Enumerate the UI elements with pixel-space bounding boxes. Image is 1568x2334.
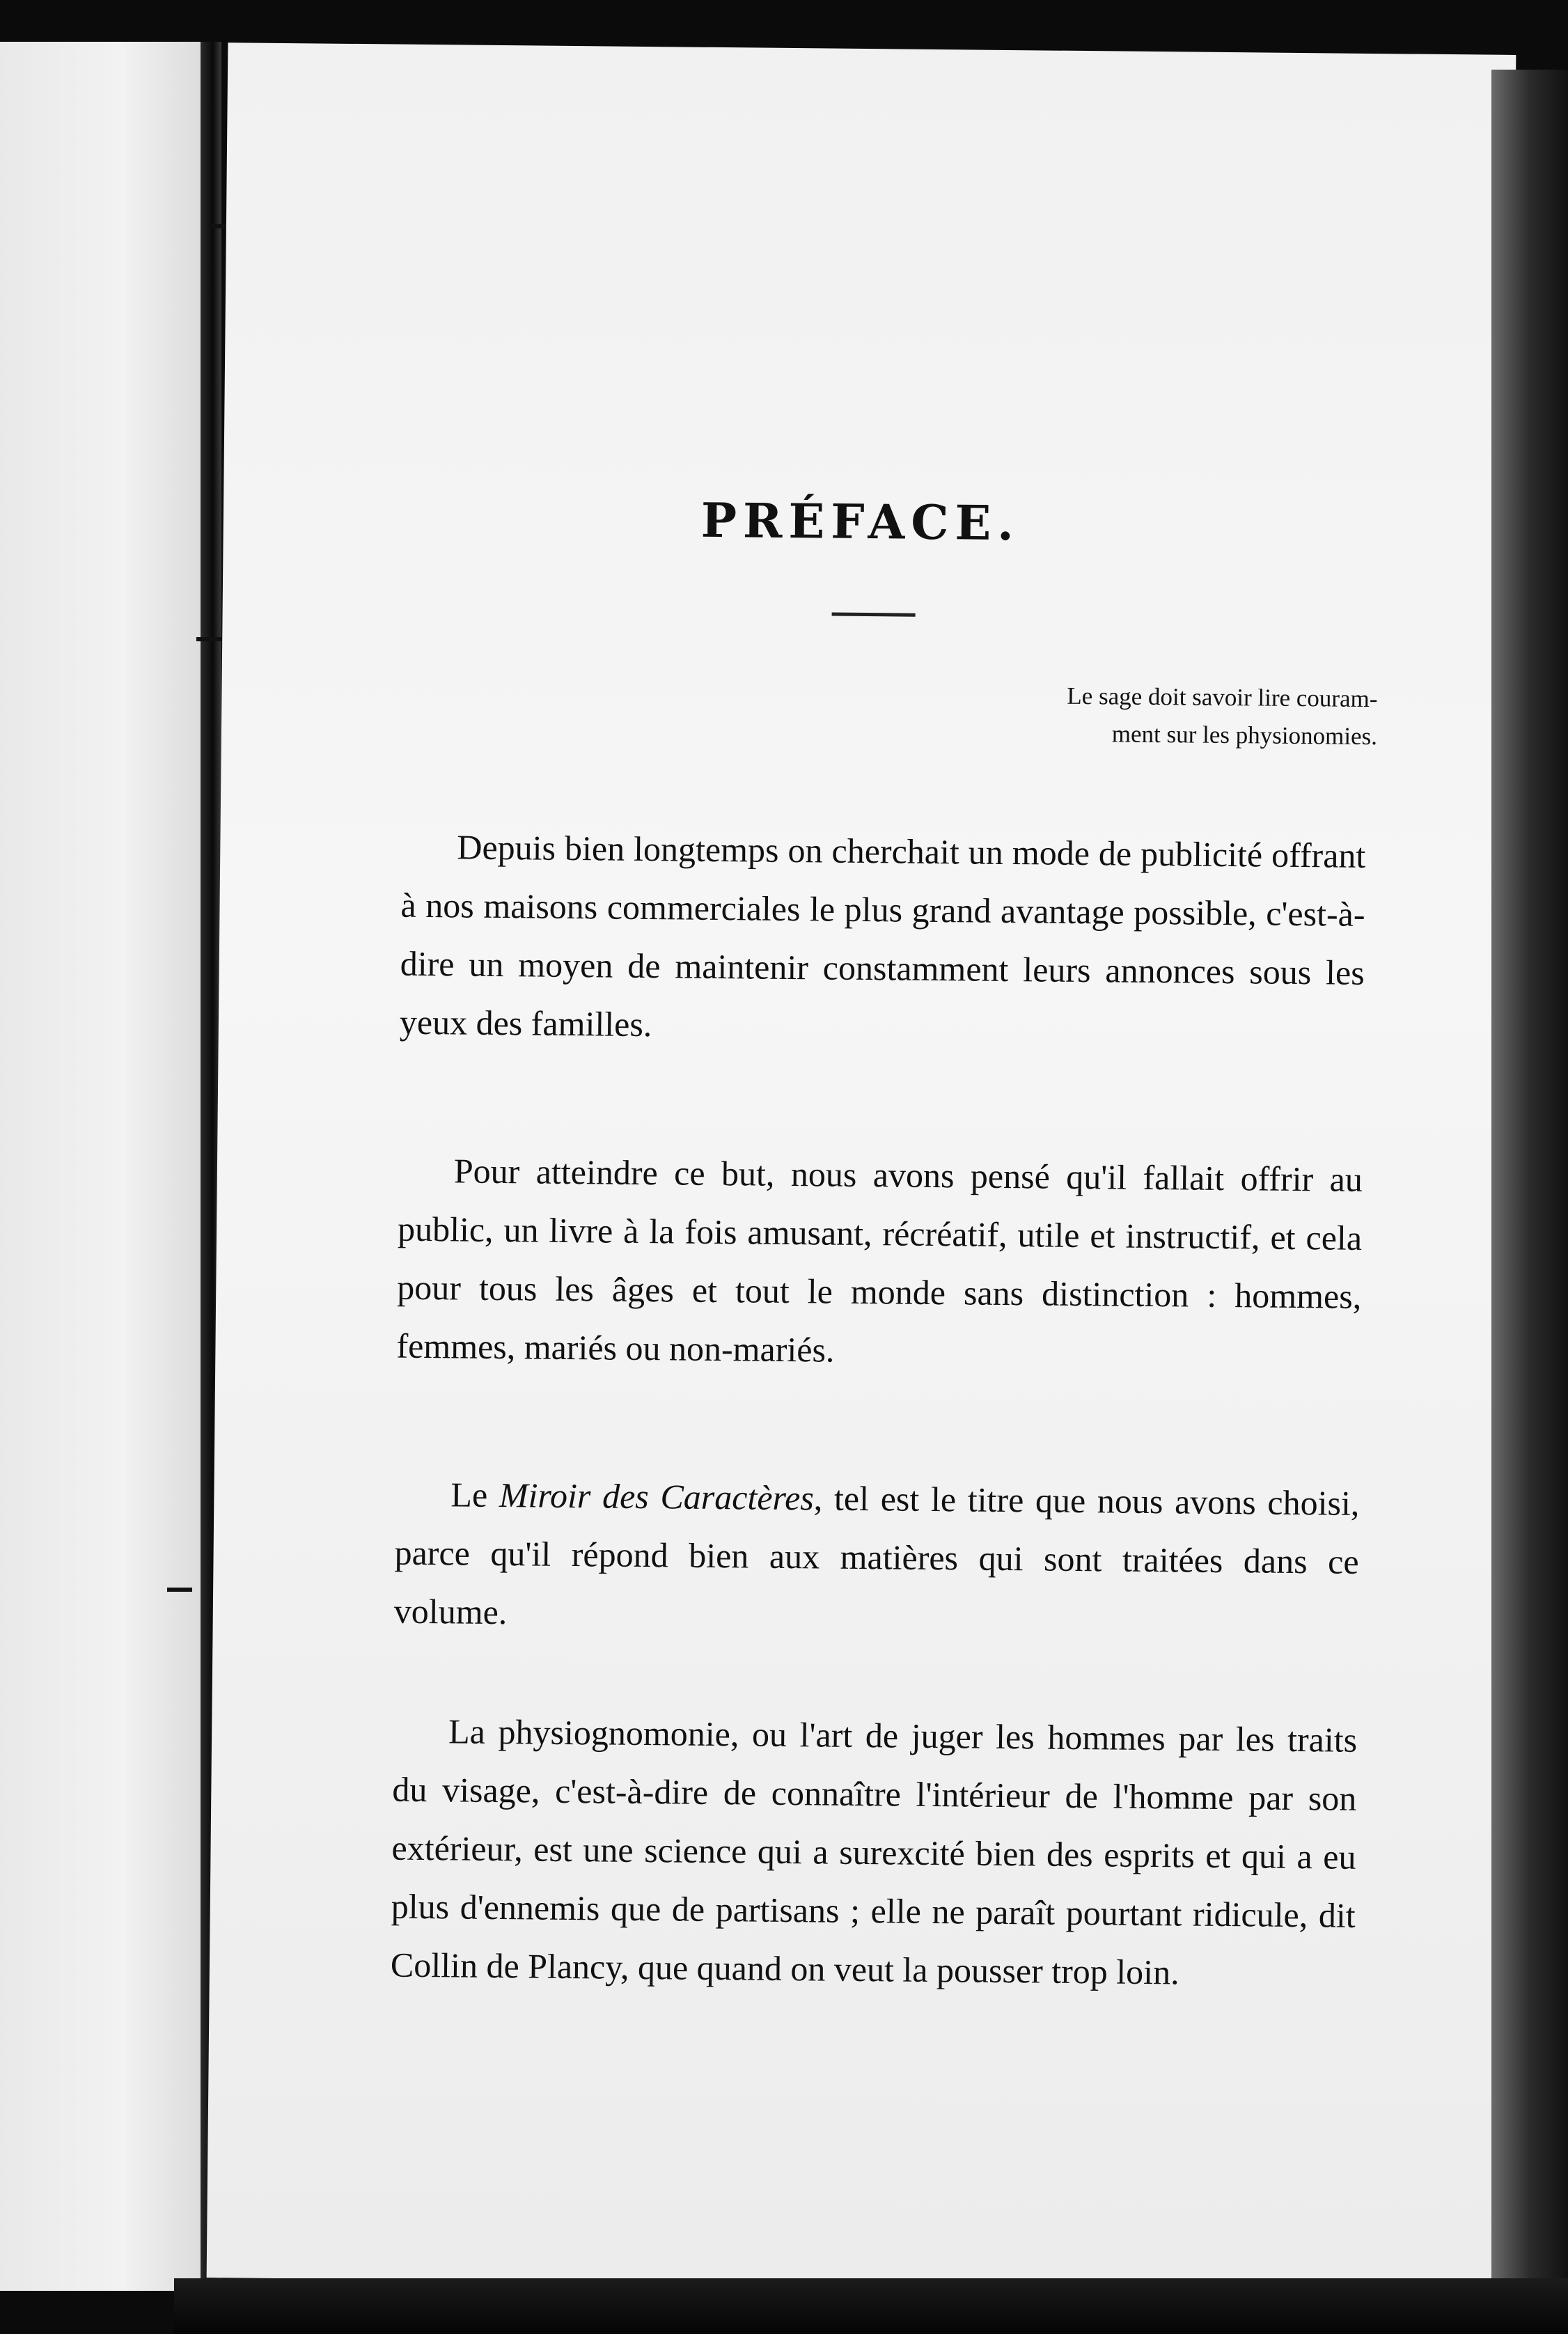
epigraph-line: Le sage doit savoir lire couram- — [1067, 682, 1378, 713]
paragraph-1: Depuis bien longtemps on cherchait un mode de publicité offrant à nos maisons commerciales le plus grand avantage possible, c'est-à-dire un moyen de maintenir constamment leurs annonces sous les yeux des familles. — [399, 827, 1366, 1044]
page-text-block — [353, 44, 1378, 1992]
paragraph-3 — [393, 1465, 1359, 1650]
paragraph-4: La physiognomonie, ou l'art de juger les hommes par les traits du visage, c'est-à-dire de connaître l'intérieur de l'homme par son extérieur, est une science qui a surexcité bien des esprits et qui a eu plus d'ennemis que de partisans ; elle ne paraît pourtant ridicule, dit Collin de Plancy, que quand on veut la pousser trop loin. — [390, 1712, 1358, 1992]
paragraph-2: Pour atteindre ce but, nous avons pensé qu'il fallait offrir au public, un livre à la fois amusant, récréatif, utile et instructif, et cela pour tous les âges et tout le monde sans distinction : hommes, femmes, mariés ou non-mariés. — [396, 1151, 1363, 1370]
book-title-italic: Miroir des Caractères — [499, 1475, 815, 1518]
epigraph — [862, 675, 1378, 755]
book-page — [207, 42, 1516, 2290]
left-page-edge — [0, 42, 203, 2291]
binding-mark — [167, 1588, 192, 1592]
right-page-edge — [1491, 70, 1568, 2284]
page-title: PRÉFACE. — [700, 492, 1021, 552]
epigraph-line: ment sur les physionomies. — [1111, 720, 1378, 751]
bottom-page-edge — [174, 2278, 1568, 2334]
paragraph-3-lead: Le — [450, 1475, 500, 1515]
paragraph-3-rest: , tel est le titre que nous avons choisi, parce qu'il répond bien aux matières qui sont traitées dans ce volume. — [393, 1478, 1360, 1632]
title-rule — [832, 613, 916, 617]
